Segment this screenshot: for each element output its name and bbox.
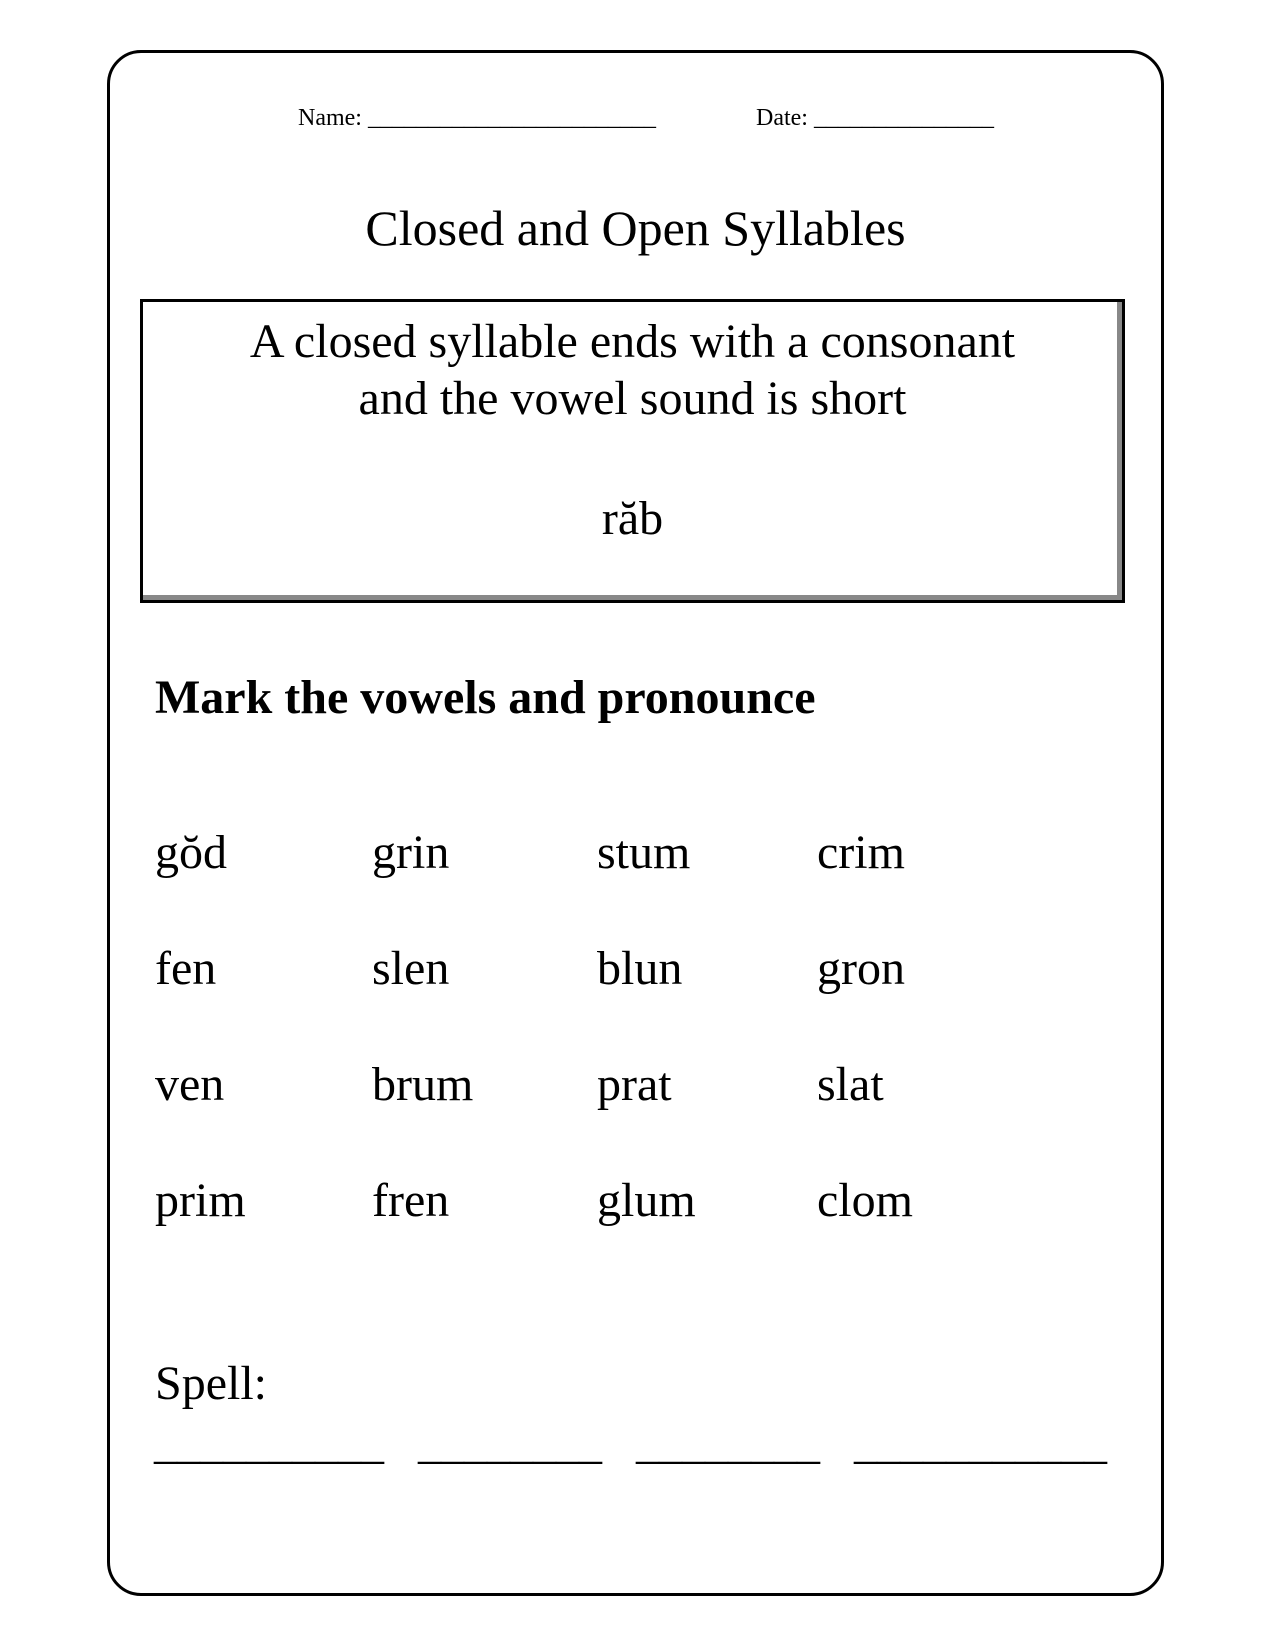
worksheet-page-border xyxy=(107,50,1164,1596)
name-field xyxy=(298,105,656,132)
word: crim xyxy=(817,826,905,879)
word: ven xyxy=(155,1058,225,1111)
word: slen xyxy=(372,942,450,995)
example-word: răb xyxy=(601,492,664,546)
spell-blanks-row xyxy=(154,1416,1107,1469)
spell-blank: ________ xyxy=(636,1417,820,1468)
date-field xyxy=(756,105,994,132)
spell-blank: ________ xyxy=(418,1417,602,1468)
word: brum xyxy=(372,1058,474,1111)
spell-blank: __________ xyxy=(154,1417,384,1468)
definition-line-2: and the vowel sound is short xyxy=(358,371,907,425)
word: prim xyxy=(155,1174,246,1227)
word: blun xyxy=(597,942,683,995)
word: stum xyxy=(597,826,691,879)
definition-line-1: A closed syllable ends with a consonant xyxy=(249,315,1016,368)
word: gŏd xyxy=(155,826,227,879)
word: clom xyxy=(817,1174,913,1227)
word: prat xyxy=(597,1058,672,1111)
word-row xyxy=(155,825,905,880)
word-row xyxy=(155,941,905,996)
page-title: Closed and Open Syllables xyxy=(365,200,906,256)
name-blank-line: ________________________ xyxy=(367,105,656,131)
word-row xyxy=(155,1173,913,1228)
word: grin xyxy=(372,826,450,879)
name-label: Name: xyxy=(298,105,362,131)
spell-blank: ___________ xyxy=(854,1417,1107,1468)
date-blank-line: _______________ xyxy=(813,105,994,131)
word: gron xyxy=(817,942,905,995)
word: slat xyxy=(817,1058,884,1111)
word: fren xyxy=(372,1174,450,1227)
definition-box xyxy=(140,299,1125,603)
word: fen xyxy=(155,942,217,995)
word: glum xyxy=(597,1174,696,1227)
word-row xyxy=(155,1057,884,1112)
exercise-heading: Mark the vowels and pronounce xyxy=(155,671,816,724)
date-label: Date: xyxy=(756,105,808,131)
spell-label: Spell: xyxy=(155,1357,268,1410)
